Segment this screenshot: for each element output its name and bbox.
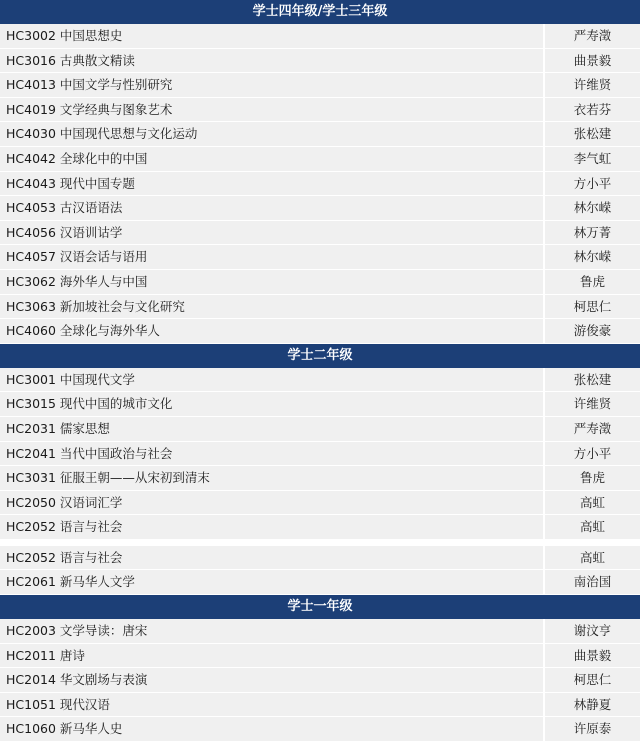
table-row xyxy=(0,491,640,516)
instructor-cell: 方小平 xyxy=(543,442,640,466)
course-cell: HC4053 古汉语语法 xyxy=(0,196,543,220)
course-cell: HC2061 新马华人文学 xyxy=(0,570,543,594)
section-year-4-3 xyxy=(0,0,640,344)
instructor-cell: 许原泰 xyxy=(543,717,640,741)
course-cell: HC3002 中国思想史 xyxy=(0,24,543,48)
instructor-cell: 许维贤 xyxy=(543,73,640,97)
table-row xyxy=(0,172,640,197)
table-row xyxy=(0,49,640,74)
course-cell: HC2052 语言与社会 xyxy=(0,515,543,539)
course-cell: HC4042 全球化中的中国 xyxy=(0,147,543,171)
instructor-cell: 鲁虎 xyxy=(543,270,640,294)
instructor-cell: 严寿澂 xyxy=(543,24,640,48)
section-header: 学士四年级/学士三年级 xyxy=(0,0,640,24)
instructor-cell: 李气虹 xyxy=(543,147,640,171)
instructor-cell: 衣若芬 xyxy=(543,98,640,122)
table-row xyxy=(0,717,640,742)
course-cell: HC4043 现代中国专题 xyxy=(0,172,543,196)
instructor-cell: 张松建 xyxy=(543,368,640,392)
table-row xyxy=(0,442,640,467)
course-cell: HC3063 新加坡社会与文化研究 xyxy=(0,295,543,319)
course-cell: HC2011 唐诗 xyxy=(0,644,543,668)
instructor-cell: 柯思仁 xyxy=(543,668,640,692)
table-row xyxy=(0,644,640,669)
table-row xyxy=(0,693,640,718)
instructor-cell: 南治国 xyxy=(543,570,640,594)
table-row xyxy=(0,392,640,417)
table-row xyxy=(0,619,640,644)
course-cell: HC3015 现代中国的城市文化 xyxy=(0,392,543,416)
instructor-cell: 林尔嵘 xyxy=(543,245,640,269)
instructor-cell: 许维贤 xyxy=(543,392,640,416)
instructor-cell: 高虹 xyxy=(543,491,640,515)
section-header: 学士一年级 xyxy=(0,595,640,619)
course-cell: HC2014 华文剧场与表演 xyxy=(0,668,543,692)
course-cell: HC4057 汉语会话与语用 xyxy=(0,245,543,269)
section-header: 学士二年级 xyxy=(0,344,640,368)
course-cell: HC4013 中国文学与性别研究 xyxy=(0,73,543,97)
table-row xyxy=(0,466,640,491)
table-row xyxy=(0,196,640,221)
table-row xyxy=(0,668,640,693)
course-cell: HC2041 当代中国政治与社会 xyxy=(0,442,543,466)
table-row xyxy=(0,546,640,571)
table-row xyxy=(0,295,640,320)
table-row xyxy=(0,319,640,344)
instructor-cell: 游俊豪 xyxy=(543,319,640,343)
instructor-cell: 张松建 xyxy=(543,122,640,146)
course-cell: HC2052 语言与社会 xyxy=(0,546,543,570)
course-cell: HC3016 古典散文精读 xyxy=(0,49,543,73)
table-row xyxy=(0,98,640,123)
course-cell: HC1051 现代汉语 xyxy=(0,693,543,717)
table-row xyxy=(0,221,640,246)
course-cell: HC1060 新马华人史 xyxy=(0,717,543,741)
table-row xyxy=(0,515,640,540)
instructor-cell: 林尔嵘 xyxy=(543,196,640,220)
instructor-cell: 林万菁 xyxy=(543,221,640,245)
table-row xyxy=(0,24,640,49)
instructor-cell: 鲁虎 xyxy=(543,466,640,490)
course-cell: HC4060 全球化与海外华人 xyxy=(0,319,543,343)
instructor-cell: 林静夏 xyxy=(543,693,640,717)
instructor-cell: 谢汶亨 xyxy=(543,619,640,643)
instructor-cell: 柯思仁 xyxy=(543,295,640,319)
course-cell: HC4056 汉语训诂学 xyxy=(0,221,543,245)
instructor-cell: 方小平 xyxy=(543,172,640,196)
course-cell: HC4030 中国现代思想与文化运动 xyxy=(0,122,543,146)
table-row xyxy=(0,147,640,172)
table-row xyxy=(0,368,640,393)
course-cell: HC3001 中国现代文学 xyxy=(0,368,543,392)
course-cell: HC3062 海外华人与中国 xyxy=(0,270,543,294)
instructor-cell: 高虹 xyxy=(543,515,640,539)
table-row xyxy=(0,417,640,442)
table-row xyxy=(0,73,640,98)
course-cell: HC3031 征服王朝——从宋初到清末 xyxy=(0,466,543,490)
instructor-cell: 曲景毅 xyxy=(543,644,640,668)
table-row xyxy=(0,245,640,270)
section-year-1 xyxy=(0,595,640,742)
instructor-cell: 严寿澂 xyxy=(543,417,640,441)
instructor-cell: 高虹 xyxy=(543,546,640,570)
course-cell: HC2050 汉语词汇学 xyxy=(0,491,543,515)
course-cell: HC2031 儒家思想 xyxy=(0,417,543,441)
table-row xyxy=(0,570,640,595)
table-row xyxy=(0,122,640,147)
course-cell: HC4019 文学经典与图象艺术 xyxy=(0,98,543,122)
table-row xyxy=(0,270,640,295)
section-year-2 xyxy=(0,344,640,595)
instructor-cell: 曲景毅 xyxy=(543,49,640,73)
course-cell: HC2003 文学导读：唐宋 xyxy=(0,619,543,643)
